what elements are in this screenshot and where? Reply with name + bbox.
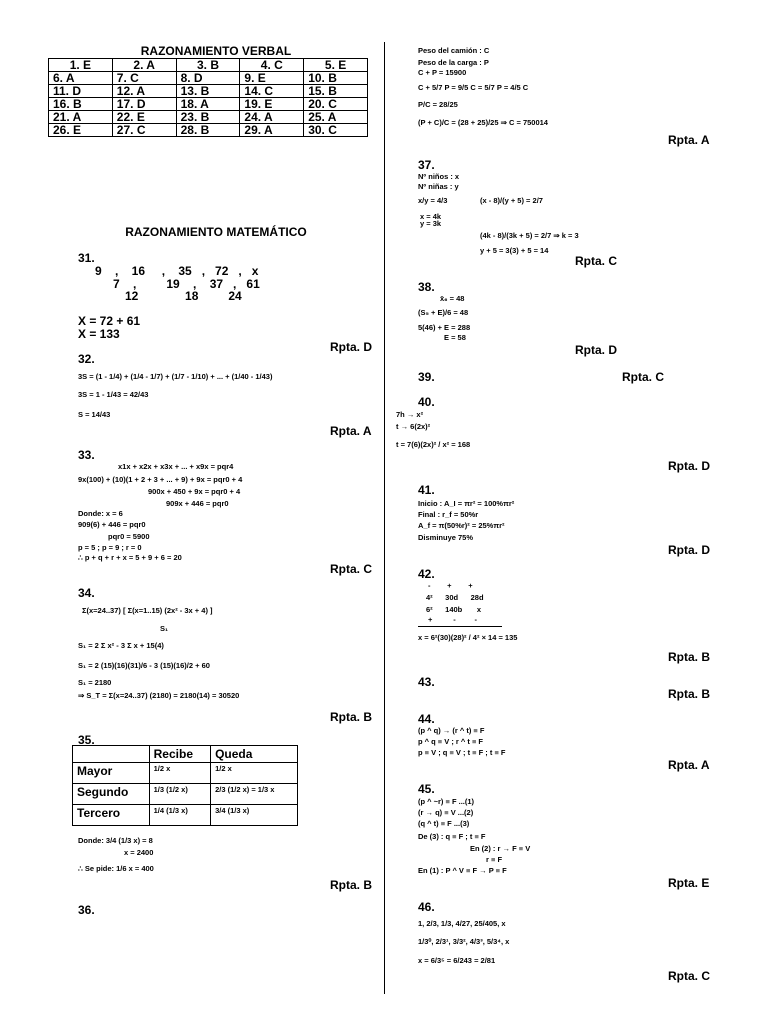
q42-line-4: + - -: [428, 615, 477, 624]
q46-line-2: 1/3⁰, 2/3¹, 3/3², 4/3³, 5/3⁴, x: [418, 937, 510, 946]
verbal-answer-cell: 21. A: [49, 111, 113, 124]
q46-line-3: x = 6/3⁵ = 6/243 = 2/81: [418, 956, 496, 965]
q42-line-5: x = 6²(30)(28)² / 4² × 14 = 135: [418, 633, 518, 642]
verbal-answer-cell: 20. C: [304, 98, 368, 111]
q35-line-2: x = 2400: [124, 848, 154, 857]
q39-number: 39.: [418, 370, 435, 384]
verbal-title: RAZONAMIENTO VERBAL: [140, 44, 292, 58]
q40-line-1: 7h → x²: [396, 410, 424, 419]
q45-answer: Rpta. E: [668, 876, 710, 890]
verbal-answer-table: [48, 58, 368, 137]
verbal-answer-cell: 27. C: [112, 124, 176, 137]
q38-line-1: x̄₆ = 48: [440, 294, 465, 303]
q35-line-1: Donde: 3/4 (1/3 x) = 8: [78, 836, 153, 845]
q45-line-6: r ≡ F: [486, 855, 503, 864]
q42-answer: Rpta. B: [668, 650, 710, 664]
q40-line-3: t = 7(6)(2x)² / x² = 168: [396, 440, 471, 449]
verbal-answer-cell: 19. E: [240, 98, 304, 111]
q31-eq1: X = 72 + 61: [78, 314, 141, 328]
q33-line-4: 909x + 446 = pqr0: [166, 499, 229, 508]
q32-line-3: S = 14/43: [78, 410, 111, 419]
q36-line-5: P/C = 28/25: [418, 100, 458, 109]
q37-line-8: y + 5 = 3(3) + 5 = 14: [480, 246, 549, 255]
verbal-answer-cell: 10. B: [304, 72, 368, 85]
q41-line-1: Inicio : A_I = πr² = 100%πr²: [418, 499, 515, 508]
verbal-answer-cell: 15. B: [304, 85, 368, 98]
q37-line-3: x/y = 4/3: [418, 196, 448, 205]
verbal-answer-cell: 7. C: [112, 72, 176, 85]
q45-line-1: (p ^ ~r) ≡ F ...(1): [418, 797, 475, 806]
q31-answer: Rpta. D: [330, 340, 372, 354]
q44-number: 44.: [418, 712, 435, 726]
q31-seq-mid: 7 , 19 , 37 , 61: [113, 277, 260, 291]
q46-number: 46.: [418, 900, 435, 914]
q32-line-2: 3S = 1 - 1/43 = 42/43: [78, 390, 149, 399]
q46-line-1: 1, 2/3, 1/3, 4/27, 25/405, x: [418, 919, 506, 928]
verbal-row: [49, 124, 368, 137]
q31-seq-bot: 12 18 24: [125, 289, 242, 303]
verbal-answer-cell: 16. B: [49, 98, 113, 111]
q35-cell: 2/3 (1/2 x) = 1/3 x: [211, 784, 298, 805]
q38-line-4: E = 58: [444, 333, 466, 342]
q34-line-5: S₁ = 2180: [78, 678, 112, 687]
q36-number: 36.: [78, 903, 95, 917]
q33-line-8: p = 5 ; p = 9 ; r = 0: [78, 543, 142, 552]
q35-row: [73, 784, 298, 805]
q41-answer: Rpta. D: [668, 543, 710, 557]
q40-line-2: t → 6(2x)²: [396, 422, 431, 431]
q37-line-4: (x - 8)/(y + 5) = 2/7: [480, 196, 543, 205]
q35-cell: 1/2 x: [211, 763, 298, 784]
q31-eq2: X = 133: [78, 327, 120, 341]
verbal-row: [49, 72, 368, 85]
verbal-row: [49, 85, 368, 98]
q35-cell: 3/4 (1/3 x): [211, 805, 298, 826]
verbal-answer-cell: 5. E: [304, 59, 368, 72]
q42-line-1: - + +: [428, 581, 473, 590]
verbal-answer-cell: 12. A: [112, 85, 176, 98]
verbal-answer-cell: 2. A: [112, 59, 176, 72]
q35-header-queda: Queda: [211, 746, 298, 763]
q32-line-1: 3S = (1 - 1/4) + (1/4 - 1/7) + (1/7 - 1/10) + ... + (1/40 - 1/43): [78, 372, 273, 381]
q33-line-5: Donde: x = 6: [78, 509, 123, 518]
q32-answer: Rpta. A: [330, 424, 372, 438]
q44-line-3: p ≡ V ; q ≡ V ; t ≡ F ; t ≡ F: [418, 748, 506, 757]
q31-number: 31.: [78, 251, 95, 265]
q44-answer: Rpta. A: [668, 758, 710, 772]
q45-line-5: En (2) : r → F ≡ V: [470, 844, 531, 853]
q34-answer: Rpta. B: [330, 710, 372, 724]
q37-line-1: Nº niños : x: [418, 172, 460, 181]
q41-number: 41.: [418, 483, 435, 497]
q45-number: 45.: [418, 782, 435, 796]
verbal-answer-cell: 24. A: [240, 111, 304, 124]
column-divider: [384, 42, 385, 994]
q33-line-3: 900x + 450 + 9x = pqr0 + 4: [148, 487, 241, 496]
q37-line-5: x = 4k: [420, 212, 442, 221]
q35-row-label: Tercero: [73, 805, 150, 826]
q36-line-2: Peso de la carga : P: [418, 58, 489, 67]
q38-answer: Rpta. D: [575, 343, 617, 357]
q38-number: 38.: [418, 280, 435, 294]
q35-answer: Rpta. B: [330, 878, 372, 892]
q42-rule: [418, 626, 502, 627]
q38-line-3: 5(46) + E = 288: [418, 323, 471, 332]
q33-line-7: pqr0 = 5900: [108, 532, 150, 541]
verbal-answer-cell: 22. E: [112, 111, 176, 124]
q34-number: 34.: [78, 586, 95, 600]
q44-line-2: p ^ q ≡ V ; r ^ t ≡ F: [418, 737, 484, 746]
verbal-answer-cell: 11. D: [49, 85, 113, 98]
q41-line-2: Final : r_f = 50%r: [418, 510, 479, 519]
q37-line-2: Nº niñas : y: [418, 182, 459, 191]
q35-cell: 1/4 (1/3 x): [149, 805, 210, 826]
q45-line-4: De (3) : q ≡ F ; t ≡ F: [418, 832, 486, 841]
q39-answer: Rpta. C: [622, 370, 664, 384]
q35-row: [73, 763, 298, 784]
q40-number: 40.: [418, 395, 435, 409]
q35-number: 35.: [78, 733, 95, 747]
q40-answer: Rpta. D: [668, 459, 710, 473]
verbal-answer-cell: 9. E: [240, 72, 304, 85]
verbal-row: [49, 59, 368, 72]
q33-number: 33.: [78, 448, 95, 462]
verbal-answer-cell: 25. A: [304, 111, 368, 124]
q31-seq-top: 9 , 16 , 35 , 72 , x: [95, 264, 259, 278]
q45-line-2: (r → q) ≡ V ...(2): [418, 808, 474, 817]
verbal-answer-cell: 6. A: [49, 72, 113, 85]
verbal-answer-cell: 4. C: [240, 59, 304, 72]
q34-line-3: S₁ = 2 Σ x² - 3 Σ x + 15(4): [78, 641, 164, 650]
q44-line-1: (p ^ q) → (r ^ t) ≡ F: [418, 726, 485, 735]
q35-line-3: ∴ Se pide: 1/6 x = 400: [78, 864, 154, 873]
verbal-answer-cell: 30. C: [304, 124, 368, 137]
q36-line-6: (P + C)/C = (28 + 25)/25 ⇒ C = 750014: [418, 118, 548, 127]
q33-line-2: 9x(100) + (10)(1 + 2 + 3 + ... + 9) + 9x = pqr0 + 4: [78, 475, 243, 484]
q36-answer: Rpta. A: [668, 133, 710, 147]
q35-row: [73, 805, 298, 826]
verbal-answer-cell: 17. D: [112, 98, 176, 111]
q34-line-4: S₁ = 2 (15)(16)(31)/6 - 3 (15)(16)/2 + 60: [78, 661, 210, 670]
q33-line-6: 909(6) + 446 = pqr0: [78, 520, 146, 529]
q36-line-4: C + 5/7 P = 9/5 C = 5/7 P = 4/5 C: [418, 83, 529, 92]
q35-header-recibe: Recibe: [149, 746, 210, 763]
q32-number: 32.: [78, 352, 95, 366]
verbal-row: [49, 98, 368, 111]
q36-line-1: Peso del camión : C: [418, 46, 490, 55]
verbal-answer-cell: 26. E: [49, 124, 113, 137]
q33-line-1: x1x + x2x + x3x + ... + x9x = pqr4: [118, 462, 234, 471]
verbal-row: [49, 111, 368, 124]
q38-line-2: (S₅ + E)/6 = 48: [418, 308, 469, 317]
q36-line-3: C + P = 15900: [418, 68, 467, 77]
q42-line-3: 6² 140b x: [426, 605, 482, 614]
q35-cell: 1/2 x: [149, 763, 210, 784]
verbal-answer-cell: 14. C: [240, 85, 304, 98]
verbal-answer-cell: 18. A: [176, 98, 240, 111]
q45-line-3: (q ^ t) ≡ F ...(3): [418, 819, 470, 828]
q33-answer: Rpta. C: [330, 562, 372, 576]
q41-line-4: Disminuye 75%: [418, 533, 474, 542]
q42-number: 42.: [418, 567, 435, 581]
q34-line-6: ⇒ S_T = Σ(x=24..37) (2180) = 2180(14) = 30520: [78, 691, 240, 700]
q37-line-6: y = 3k: [420, 219, 442, 228]
q34-line-1: Σ(x=24..37) [ Σ(x=1..15) (2x² - 3x + 4) ]: [82, 606, 213, 615]
q35-cell: 1/3 (1/2 x): [149, 784, 210, 805]
q35-row-label: Mayor: [73, 763, 150, 784]
matematico-title: RAZONAMIENTO MATEMÁTICO: [125, 225, 307, 239]
q34-line-2: S₁: [160, 624, 169, 633]
q35-distribution-table: [72, 745, 298, 826]
q42-line-2: 4² 30d 28d: [426, 593, 484, 602]
verbal-answer-cell: 1. E: [49, 59, 113, 72]
q46-answer: Rpta. C: [668, 969, 710, 983]
verbal-answer-cell: 13. B: [176, 85, 240, 98]
q33-line-9: ∴ p + q + r + x = 5 + 9 + 6 = 20: [78, 553, 182, 562]
q43-number: 43.: [418, 675, 435, 689]
q43-answer: Rpta. B: [668, 687, 710, 701]
q35-header-blank: [73, 746, 150, 763]
q37-answer: Rpta. C: [575, 254, 617, 268]
q45-line-7: En (1) : P ^ V ≡ F → P ≡ F: [418, 866, 507, 875]
verbal-answer-cell: 8. D: [176, 72, 240, 85]
verbal-answer-cell: 23. B: [176, 111, 240, 124]
verbal-answer-cell: 3. B: [176, 59, 240, 72]
q37-number: 37.: [418, 158, 435, 172]
verbal-answer-cell: 29. A: [240, 124, 304, 137]
verbal-answer-cell: 28. B: [176, 124, 240, 137]
q35-row-label: Segundo: [73, 784, 150, 805]
q41-line-3: A_f = π(50%r)² = 25%πr²: [418, 521, 505, 530]
q37-line-7: (4k - 8)/(3k + 5) = 2/7 ⇒ k = 3: [480, 231, 579, 240]
